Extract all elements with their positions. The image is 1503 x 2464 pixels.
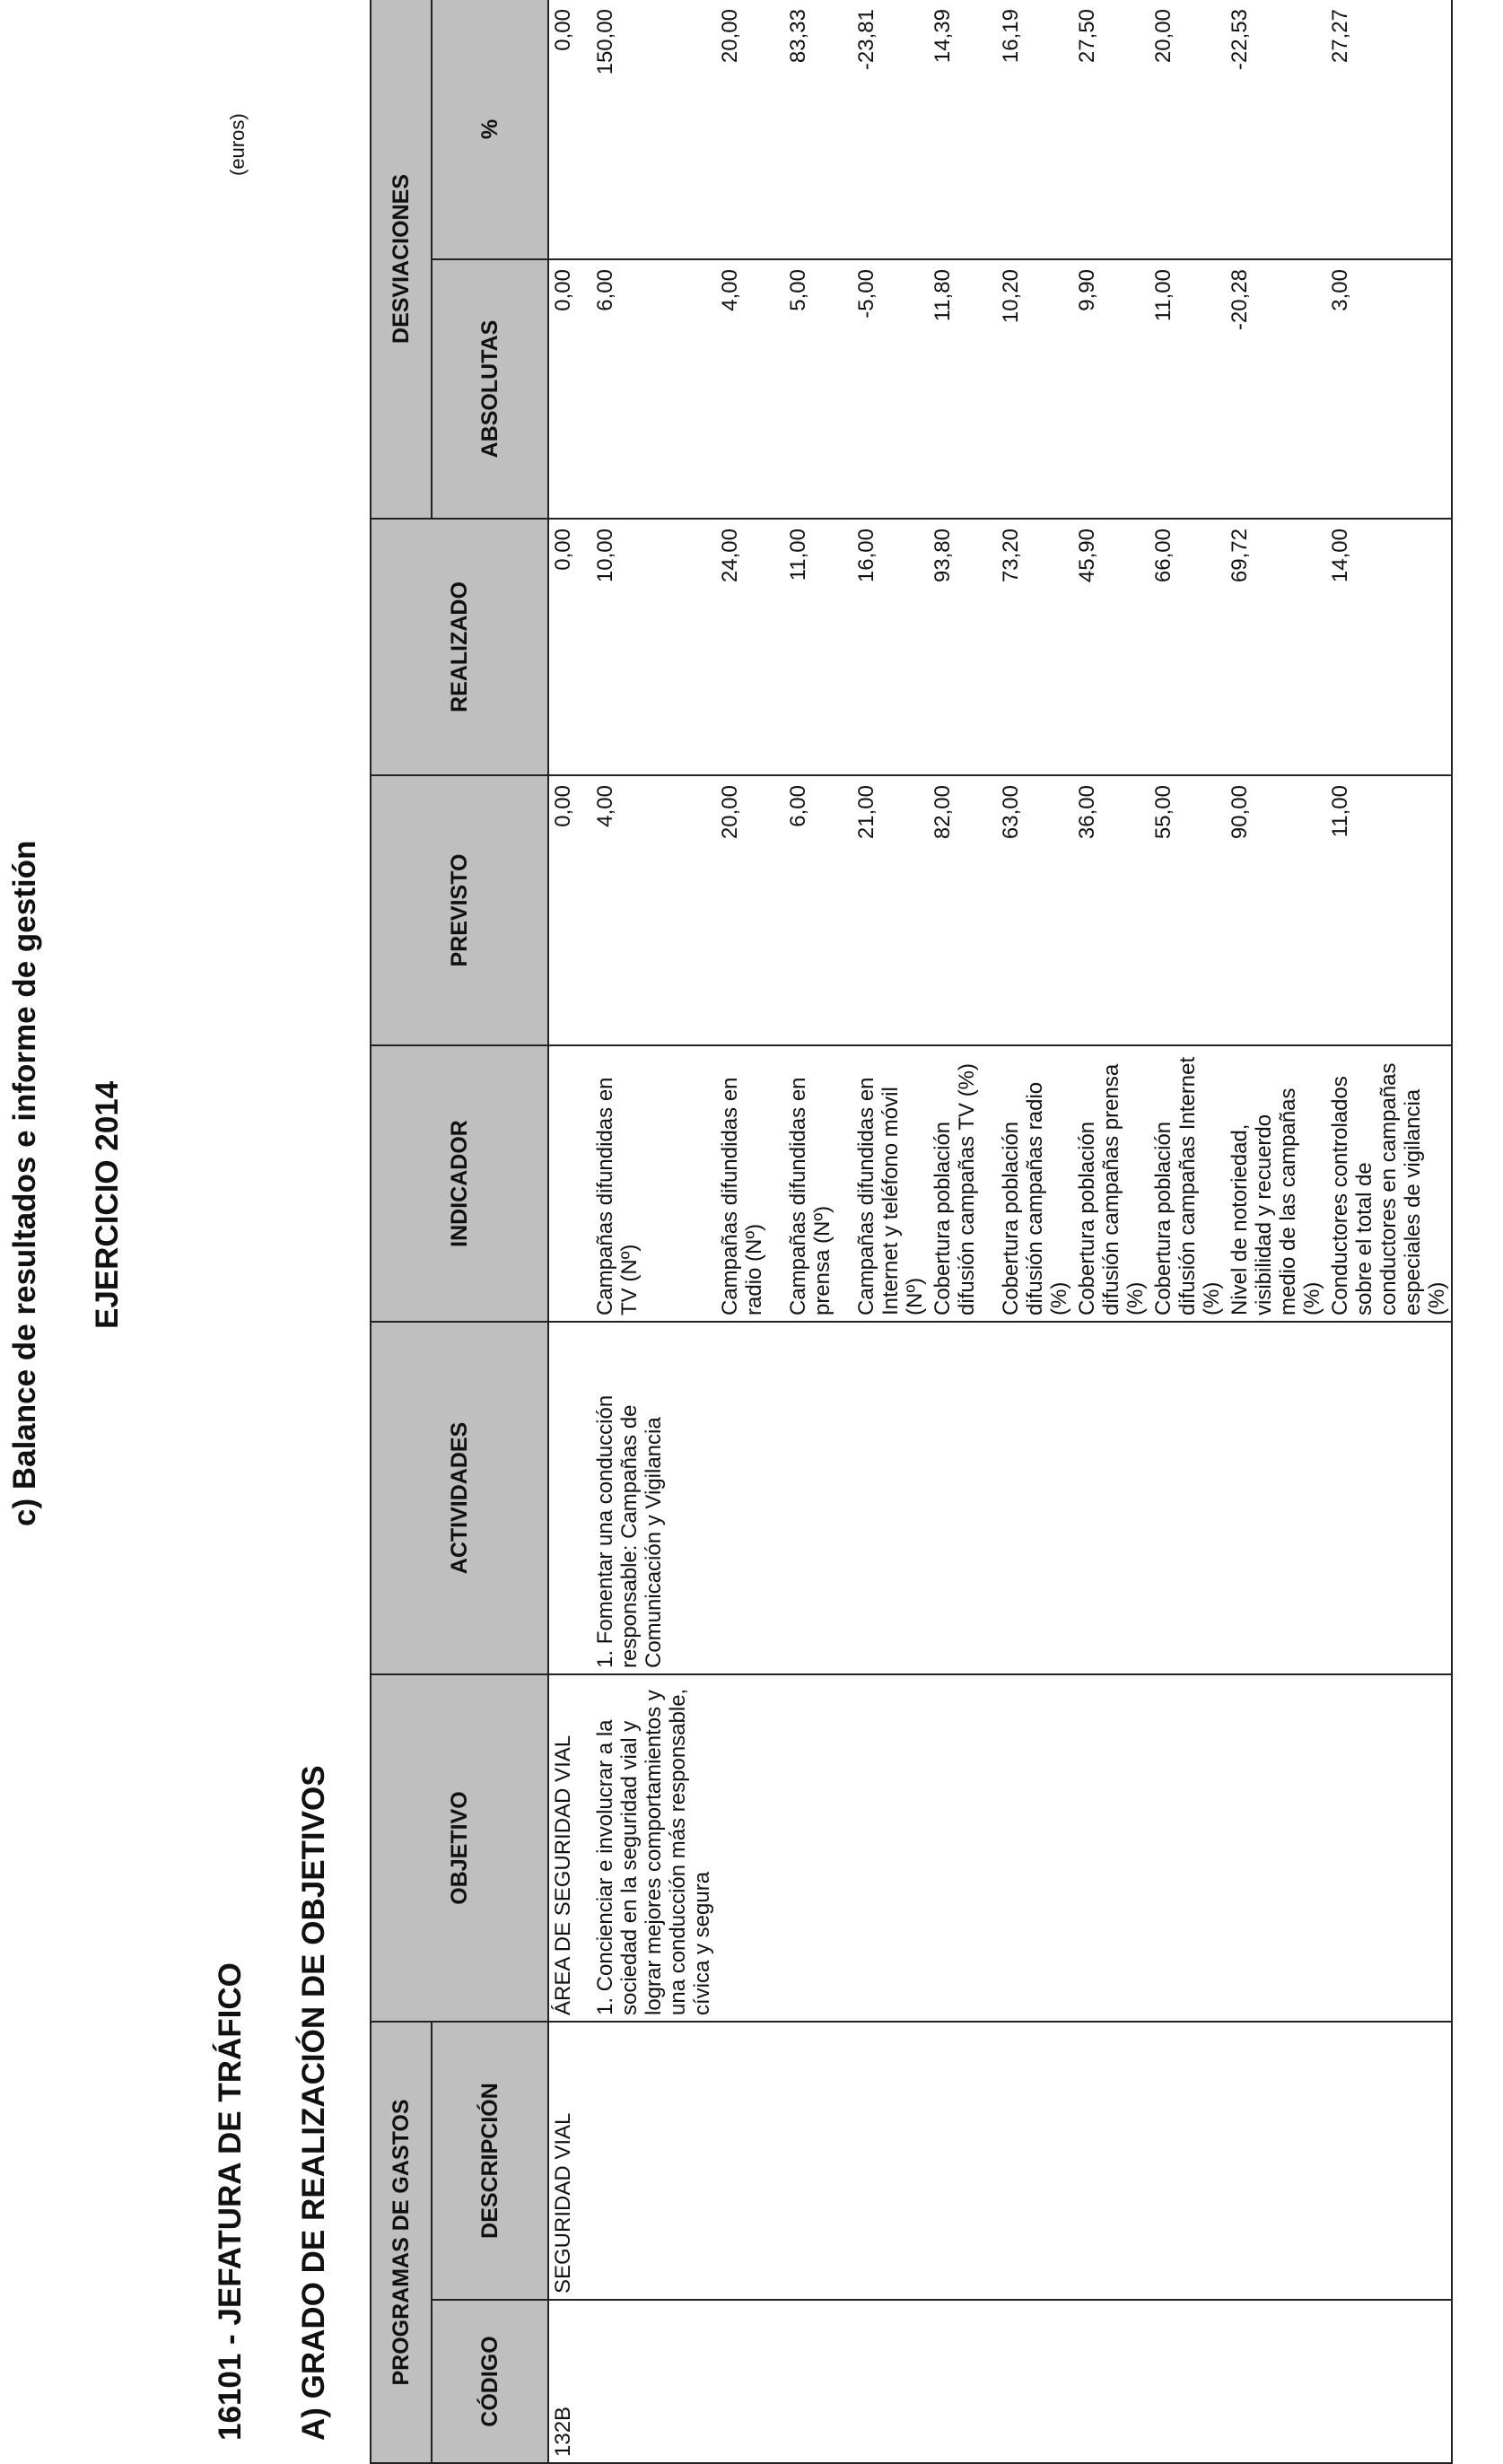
cell-descripcion	[591, 2022, 716, 2300]
cell-absolutas: 5,00	[784, 259, 852, 519]
cell-previsto: 20,00	[716, 775, 784, 1045]
cell-porcentaje: 27,27	[1326, 0, 1452, 259]
units-label: (euros)	[226, 113, 249, 176]
cell-indicador	[548, 1045, 591, 1322]
cell-realizado: 93,80	[929, 519, 997, 775]
cell-indicador: Campañas difundidas en prensa (Nº)	[784, 1045, 852, 1322]
col-header-absolutas: ABSOLUTAS	[432, 259, 548, 519]
col-header-descripcion: DESCRIPCIÓN	[432, 2022, 548, 2300]
table-row	[852, 0, 929, 2463]
cell-codigo	[1073, 2300, 1149, 2463]
cell-realizado: 10,00	[591, 519, 716, 775]
cell-absolutas: 3,00	[1326, 259, 1452, 519]
cell-actividades	[1326, 1322, 1452, 1674]
cell-porcentaje: 16,19	[997, 0, 1073, 259]
cell-descripcion	[1326, 2022, 1452, 2300]
cell-indicador: Conductores controlados sobre el total de conductores en campañas especiales de vigilancia (%)	[1326, 1045, 1452, 1322]
cell-absolutas: 6,00	[591, 259, 716, 519]
cell-indicador: Campañas difundidas en Internet y teléfono móvil (Nº)	[852, 1045, 929, 1322]
cell-previsto: 11,00	[1326, 775, 1452, 1045]
cell-descripcion	[716, 2022, 784, 2300]
cell-porcentaje: -23,81	[852, 0, 929, 259]
cell-absolutas: 11,00	[1149, 259, 1226, 519]
cell-actividades	[1226, 1322, 1326, 1674]
cell-realizado: 66,00	[1149, 519, 1226, 775]
cell-objetivo	[1326, 1674, 1452, 2022]
cell-absolutas: 10,20	[997, 259, 1073, 519]
cell-objetivo: ÁREA DE SEGURIDAD VIAL	[548, 1674, 591, 2022]
cell-actividades	[716, 1322, 784, 1674]
cell-objetivo	[1149, 1674, 1226, 2022]
cell-indicador: Cobertura población difusión campañas TV (%)	[929, 1045, 997, 1322]
cell-descripcion: SEGURIDAD VIAL	[548, 2022, 591, 2300]
cell-porcentaje: -22,53	[1226, 0, 1326, 259]
cell-previsto: 0,00	[548, 775, 591, 1045]
subsection-title: A) GRADO DE REALIZACIÓN DE OBJETIVOS	[296, 1765, 331, 2441]
table-row	[1149, 0, 1226, 2463]
cell-realizado: 11,00	[784, 519, 852, 775]
cell-objetivo: 1. Concienciar e involucrar a la sociedad en la seguridad vial y lograr mejores comportamientos y una conducción más responsable, cívica y segura	[591, 1674, 716, 2022]
cell-realizado: 24,00	[716, 519, 784, 775]
cell-objetivo	[784, 1674, 852, 2022]
cell-previsto: 82,00	[929, 775, 997, 1045]
cell-descripcion	[852, 2022, 929, 2300]
cell-descripcion	[929, 2022, 997, 2300]
cell-objetivo	[929, 1674, 997, 2022]
cell-actividades	[1149, 1322, 1226, 1674]
cell-descripcion	[1149, 2022, 1226, 2300]
cell-realizado: 16,00	[852, 519, 929, 775]
cell-objetivo	[1073, 1674, 1149, 2022]
table-body	[548, 0, 1452, 2463]
cell-codigo	[1226, 2300, 1326, 2463]
cell-realizado: 0,00	[548, 519, 591, 775]
cell-previsto: 55,00	[1149, 775, 1226, 1045]
cell-actividades	[929, 1322, 997, 1674]
cell-indicador: Cobertura población difusión campañas Internet (%)	[1149, 1045, 1226, 1322]
cell-indicador: Campañas difundidas en TV (Nº)	[591, 1045, 716, 1322]
cell-realizado: 14,00	[1326, 519, 1452, 775]
cell-absolutas: 9,90	[1073, 259, 1149, 519]
cell-absolutas: 0,00	[548, 259, 591, 519]
cell-codigo	[1149, 2300, 1226, 2463]
section-title: c) Balance de resultados e informe de gestión	[7, 840, 42, 1526]
col-header-indicador: INDICADOR	[371, 1045, 548, 1322]
cell-descripcion	[1073, 2022, 1149, 2300]
cell-codigo	[852, 2300, 929, 2463]
cell-porcentaje: 20,00	[716, 0, 784, 259]
cell-descripcion	[1226, 2022, 1326, 2300]
cell-objetivo	[997, 1674, 1073, 2022]
cell-objetivo	[1226, 1674, 1326, 2022]
entity-title: 16101 - JEFATURA DE TRÁFICO	[213, 1962, 248, 2441]
cell-previsto: 21,00	[852, 775, 929, 1045]
col-header-codigo: CÓDIGO	[432, 2300, 548, 2463]
table-row	[1073, 0, 1149, 2463]
cell-porcentaje: 150,00	[591, 0, 716, 259]
col-header-actividades: ACTIVIDADES	[371, 1322, 548, 1674]
cell-codigo	[929, 2300, 997, 2463]
col-header-previsto: PREVISTO	[371, 775, 548, 1045]
cell-indicador: Cobertura población difusión campañas prensa (%)	[1073, 1045, 1149, 1322]
cell-absolutas: -20,28	[1226, 259, 1326, 519]
group-header-programas: PROGRAMAS DE GASTOS	[371, 2022, 432, 2463]
cell-indicador: Campañas difundidas en radio (Nº)	[716, 1045, 784, 1322]
cell-actividades	[548, 1322, 591, 1674]
cell-absolutas: 4,00	[716, 259, 784, 519]
cell-codigo	[716, 2300, 784, 2463]
cell-porcentaje: 0,00	[548, 0, 591, 259]
table-row	[1326, 0, 1452, 2463]
cell-descripcion	[784, 2022, 852, 2300]
cell-absolutas: 11,80	[929, 259, 997, 519]
col-header-porcentaje: %	[432, 0, 548, 259]
cell-realizado: 45,90	[1073, 519, 1149, 775]
cell-previsto: 36,00	[1073, 775, 1149, 1045]
objectives-table	[370, 0, 1453, 2464]
cell-codigo	[784, 2300, 852, 2463]
cell-realizado: 73,20	[997, 519, 1073, 775]
cell-previsto: 90,00	[1226, 775, 1326, 1045]
table-row	[591, 0, 716, 2463]
cell-indicador: Cobertura población difusión campañas radio (%)	[997, 1045, 1073, 1322]
cell-previsto: 6,00	[784, 775, 852, 1045]
cell-previsto: 4,00	[591, 775, 716, 1045]
cell-codigo: 132B	[548, 2300, 591, 2463]
cell-previsto: 63,00	[997, 775, 1073, 1045]
table-row	[548, 0, 591, 2463]
cell-actividades	[784, 1322, 852, 1674]
cell-actividades	[852, 1322, 929, 1674]
fiscal-year-title: EJERCICIO 2014	[90, 1080, 125, 1329]
cell-objetivo	[852, 1674, 929, 2022]
cell-porcentaje: 20,00	[1149, 0, 1226, 259]
table-row	[784, 0, 852, 2463]
col-header-realizado: REALIZADO	[371, 519, 548, 775]
cell-objetivo	[716, 1674, 784, 2022]
cell-indicador: Nivel de notoriedad, visibilidad y recuerdo medio de las campañas (%)	[1226, 1045, 1326, 1322]
table-row	[929, 0, 997, 2463]
table-row	[1226, 0, 1326, 2463]
table-row	[716, 0, 784, 2463]
group-header-desviaciones: DESVIACIONES	[371, 0, 432, 519]
table-row	[997, 0, 1073, 2463]
cell-absolutas: -5,00	[852, 259, 929, 519]
cell-descripcion	[997, 2022, 1073, 2300]
cell-codigo	[997, 2300, 1073, 2463]
col-header-objetivo: OBJETIVO	[371, 1674, 548, 2022]
cell-actividades: 1. Fomentar una conducción responsable: Campañas de Comunicación y Vigilancia	[591, 1322, 716, 1674]
cell-porcentaje: 14,39	[929, 0, 997, 259]
cell-realizado: 69,72	[1226, 519, 1326, 775]
cell-codigo	[1326, 2300, 1452, 2463]
cell-codigo	[591, 2300, 716, 2463]
cell-actividades	[1073, 1322, 1149, 1674]
cell-actividades	[997, 1322, 1073, 1674]
cell-porcentaje: 83,33	[784, 0, 852, 259]
cell-porcentaje: 27,50	[1073, 0, 1149, 259]
